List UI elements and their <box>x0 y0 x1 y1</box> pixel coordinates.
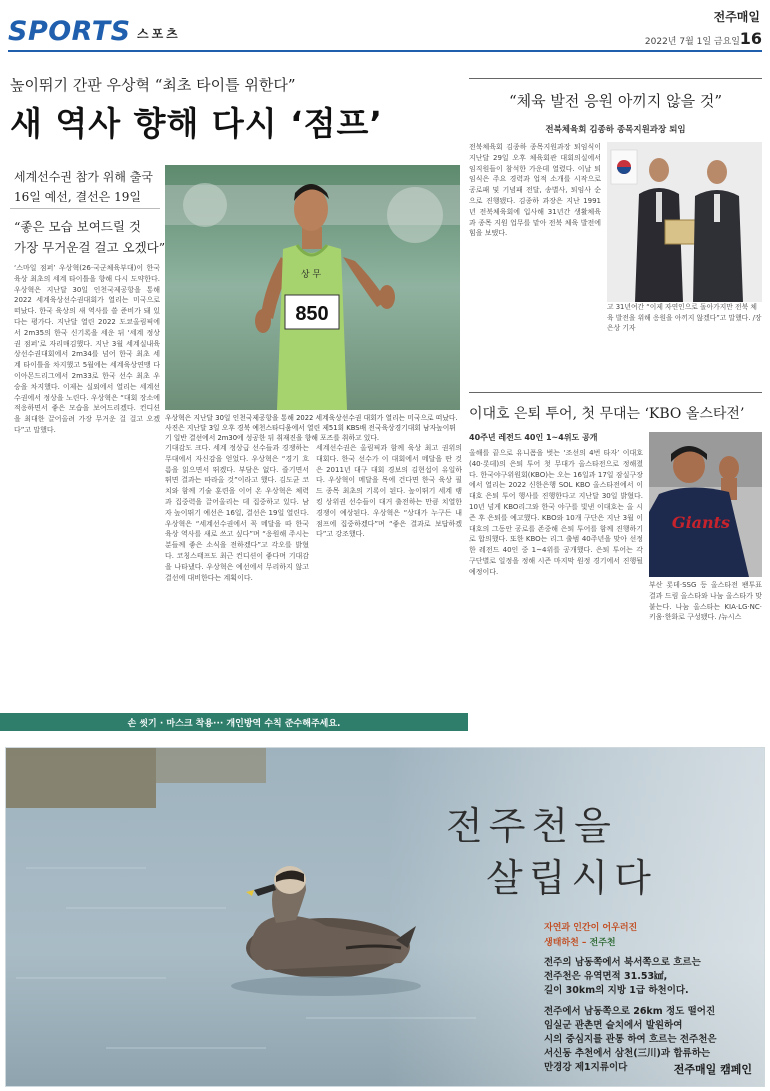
main-subhead-1: 세계선수권 참가 위해 출국 <box>14 170 153 184</box>
sidebar-bottom-photo <box>649 432 762 577</box>
campaign-body-line: 길이 30km의 지방 1급 하천이다. <box>544 985 689 996</box>
subhead-divider <box>10 208 160 209</box>
sidebar-top-photo <box>607 142 762 302</box>
campaign-body-line: 임실군 관촌면 슬치에서 발원하여 <box>544 1020 683 1031</box>
sidebar-divider <box>469 392 762 393</box>
sidebar-bottom-subtitle: 40주년 레전드 40인 1~4위도 공개 <box>469 433 598 442</box>
campaign-body-line: 서신동 추천에서 삼천(三川)과 합류하는 <box>544 1048 711 1059</box>
sidebar-top-rule <box>469 78 762 79</box>
sidebar-top-credit: /장은상 기자 <box>607 313 762 332</box>
main-body-col2: 기대감도 크다. 세계 정상급 선수들과 경쟁하는 무대에서 자신감을 얻었다. 우상혁은 “경기 흐름을 읽으면서 뛰겠다. 부담은 없다. 즐기면서 뛰면 결과는 따라올 것”이라고 했다. 김도균 코치와 함께 기술 훈련을 이어 온 우상혁은 체력과 집중력을 끌어올리는 데 집중하고 있다. 남자 높이뛰기 예선은 16일, 결선은 19일 열린다. 우상혁은 “세계선수권에서 꼭 메달을 따 한국 육상 역사를 새로 쓰고 싶다”며 “응원해 주시는 분들께 좋은 소식을 전하겠다”고 각오를 밝혔다. 코칭스태프도 최근 컨디션이 좋다며 기대감을 나타냈다. 우상혁은 예선에서 무리하지 않고 결선에 대비한다는 계획이다. <box>165 444 309 582</box>
pull-quote-2: 가장 무거운걸 걸고 오겠다” <box>14 240 166 255</box>
campaign-body-line: 만경강 제1지류이다 <box>544 1062 628 1073</box>
athlete-illustration <box>165 165 460 410</box>
campaign-body-line: 전주에서 남동쪽으로 26km 정도 떨어진 <box>544 1006 716 1017</box>
campaign-footer: 전주매일 캠페인 <box>673 1063 752 1076</box>
ceremony-illustration <box>607 142 762 302</box>
svg-text:상 무: 상 무 <box>300 270 322 280</box>
public-health-banner <box>0 713 468 731</box>
campaign-body-line: 시의 중심지를 관통 하여 흐르는 전주천은 <box>544 1034 717 1045</box>
sidebar-top-subtitle: 전북체육회 김종하 종목지원과장 퇴임 <box>545 125 686 135</box>
sidebar-bottom-title: 이대호 은퇴 투어, 첫 무대는 ‘KBO 올스타전’ <box>469 406 745 422</box>
main-kicker: 높이뛰기 간판 우상혁 “최초 타이틀 위한다” <box>10 76 296 94</box>
jersey-text: Giants <box>671 513 731 532</box>
section-logo: SPORTS <box>8 16 131 47</box>
campaign-title-line2: 살립시다 <box>486 856 657 900</box>
pull-quote-1: “좋은 모습 보여드릴 것 <box>14 219 141 234</box>
campaign-tagline-2: 생태하천 – 전주천 <box>544 938 616 948</box>
campaign-body-line: 전주의 남동쪽에서 북서쪽으로 흐르는 <box>544 957 701 968</box>
bib-number: 850 <box>295 303 329 325</box>
campaign-tagline-1: 자연과 인간이 어우러진 <box>544 923 638 933</box>
main-photo-caption: 우상혁은 지난달 30일 인천국제공항을 통해 2022 세계육상선수권 대회가 열리는 미국으로 떠났다. 사진은 지난달 3일 오후 경북 예천스타디움에서 열린 제51회 KBS배 전국육상경기대회 남자높이뛰기 일반 결선에서 2m30에 성공한 뒤 취재진을 향해 포즈를 취하고 있다. <box>165 414 458 442</box>
campaign-title-line1: 전주천을 <box>446 804 617 848</box>
sidebar-bottom-body: 올해를 끝으로 유니폼을 벗는 ‘조선의 4번 타자’ 이대호(40·롯데)의 은퇴 투어 첫 무대가 올스타전으로 정해졌다. 한국야구위원회(KBO)는 오는 16일과 17일 잠실구장에서 열리는 2022 신한은행 SOL KBO 올스타전에서 이대호 은퇴 투어 행사를 진행한다고 지난달 30일 밝혔다. 10년 넘게 KBO리그와 한국 야구를 빛낸 이대호는 올 시즌 후 은퇴를 예고했다. KBO와 10개 구단은 지난 3월 이대호의 그동안 공로를 존중해 은퇴 투어를 함께 진행하기로 합의했다. 또한 KBO는 리그 출범 40주년을 맞아 선정한 레전드 40인 중 1~4위를 공개했다. 은퇴 투어는 각 구단별로 일정을 정해 시즌 마지막 원정 경기에서 진행될 예정이다. <box>469 449 643 576</box>
main-body-col3: 세계선수권은 올림픽과 함께 육상 최고 권위의 대회다. 한국 선수가 이 대회에서 메달을 딴 것은 2011년 대구 대회 경보의 김현섭이 유일하다. 우상혁이 메달을 목에 건다면 한국 육상 필드 종목 최초의 기록이 된다. 높이뛰기 세계 랭킹 상위권 선수들이 대거 출전하는 만큼 치열한 경쟁이 예상된다. 우상혁은 “상대가 누구든 내 점프에 집중하겠다”며 “좋은 결과로 보답하겠다”고 강조했다. <box>316 444 462 539</box>
paper-name: 전주매일 <box>713 10 760 24</box>
page-number: 16 <box>739 29 762 48</box>
issue-date: 2022년 7월 1일 금요일 <box>644 37 740 47</box>
main-photo-athlete <box>165 165 460 410</box>
sidebar-bottom-byline: /뉴시스 <box>718 613 742 622</box>
baseball-player-illustration <box>649 432 762 577</box>
main-body-col1: ‘스마일 점퍼’ 우상혁(26·국군체육부대)이 한국 육상 최초의 세계 타이틀을 향해 다시 도약한다. 우상혁은 지난달 30일 인천국제공항을 통해 2022 세계육상선수권대회가 열리는 미국으로 떠났다. 한국 육상의 새 역사를 쓸 준비가 돼 있다는 평가다. 지난달 열린 2022 도쿄올림픽에서 2m35의 한국 신기록을 세운 뒤 ‘세계 정상권 점퍼’로 자리매김했다. 지난 3월 세계실내육상선수권대회에서 2m34를 넘어 한국 최초 세계 타이틀을 차지했고 5월에는 세계육상연맹 다이아몬드리그에서 2m33로 한국 선수 최초 우승을 차지했다. 이제는 실외에서 열리는 세계선수권에서 정상을 노린다. 우상혁은 “대회 장소에 적응하면서 좋은 모습을 보여드리겠다. 컨디션을 최대한 끌어올려 가장 무거운 걸 걸고 오겠다”고 말했다. <box>14 264 160 434</box>
campaign-ad <box>5 747 765 1087</box>
section-title-korean: 스포츠 <box>137 27 181 41</box>
sidebar-bottom-caption: 부산 롯데·SSG 등 올스타전 팬투표 결과 드림 올스타와 나눔 올스타가 맞붙는다. 나눔 올스타는 KIA·LG·NC·키움·한화로 구성됐다. /뉴시스 <box>649 581 762 622</box>
sidebar-top-caption: 고 31년여간 “이제 자연인으로 돌아가지만 전북 체육 발전을 위해 응원을 아끼지 않겠다”고 말했다. /장은상 기자 <box>607 303 762 332</box>
banner-text: 손 씻기 · 마스크 착용··· 개인방역 수칙 준수해주세요. <box>127 719 341 729</box>
sidebar-top-body: 전북체육회 김종하 종목지원과장 퇴임식이 지난달 29일 오후 체육회관 대회의실에서 임직원들이 참석한 가운데 열렸다. 이날 퇴임식은 주요 경력과 업적 소개를 시작으로 공로패 및 기념패 전달, 송별사, 퇴임사 순으로 진행됐다. 김종하 과장은 지난 1991년 전북체육회에 입사해 31년간 생활체육과 종목 지원 업무를 맡아 전북 체육 발전에 힘을 보탰다. <box>469 143 601 238</box>
main-subhead-2: 16일 예선, 결선은 19일 <box>14 190 141 204</box>
sidebar-top-title: “체육 발전 응원 아끼지 않을 것” <box>508 92 723 110</box>
campaign-body-line: 전주천은 유역면적 31.53㎢, <box>544 971 668 982</box>
main-headline: 새 역사 향해 다시 ‘점프’ <box>10 104 383 143</box>
masthead-rule <box>8 50 762 52</box>
campaign-tagline-river: 전주천 <box>589 938 616 948</box>
